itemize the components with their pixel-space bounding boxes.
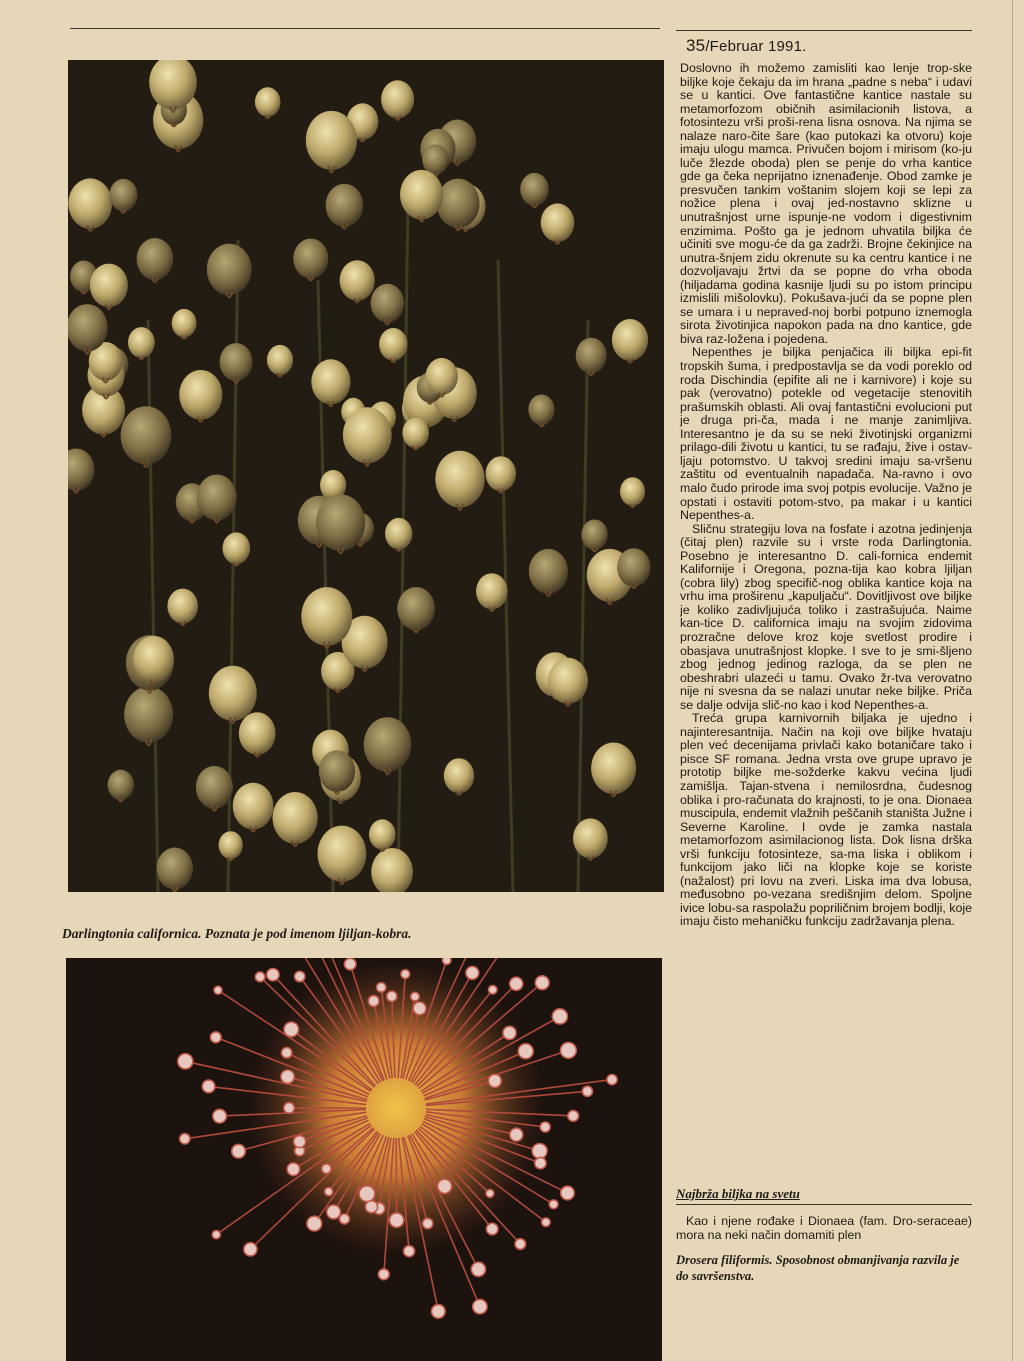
pitcher-hood — [223, 532, 251, 564]
pitcher-hood — [207, 244, 252, 296]
dew-drop — [607, 1075, 617, 1085]
dew-drop — [442, 958, 451, 964]
pitcher-hood — [219, 831, 243, 859]
dew-drop — [510, 1128, 523, 1141]
dew-drop — [325, 1188, 333, 1196]
pitcher-hood — [196, 766, 233, 809]
dew-drop — [232, 1144, 246, 1158]
dew-drop — [284, 1022, 299, 1037]
dew-drop — [212, 1231, 220, 1239]
pitcher-hood — [426, 358, 458, 395]
article-paragraph-1: Doslovno ih možemo zamisliti kao lenje trop-ske biljke koje čekaju da im hrana „padne s neba“ i udavi se u kantici. Ove fantastične kantice nastale su metamorfozom običnih asimilacionih listova, a fotosintezu vrši proši-rena lisna osnova. Na njima se nalaze naro-čite šare (kao putokazi ka otvoru) koje imaju ulogu mamca. Privučen bojom i mirisom (ko-ju luče žlezde oboda) plen se penje do vrha kantice gde ga čeka neprijatno iznenađenje. Obod zamke je presvučen tankim voštanim slojem koji se lepi za nožice plena i ovaj jed-nostavno sklizne u unutrašnjost urne ispunje-ne vodom i digestivnim enzimima. Pošto ga je jednom uhvatila biljka će učiniti sve mogu-će da ga zadrži. Brojne čekinjice na unutra-šnjem zidu okrenute su ka centru kantice i ne dozvoljavaju žrtvi da se popne do vrha oboda (hiljadama godina kasnije ljudi su po istom principu izmislili mišolovku). Pokušava-jući da se popne plen se umara i u nepraved-noj borbi potpuno iznemogla sirota životinjica napokon pada na dno kantice, gde biva raz-ložena i pojedena. — [680, 61, 972, 346]
dew-drop — [535, 1157, 546, 1168]
dew-drop — [486, 1223, 498, 1235]
dew-drop — [344, 958, 356, 970]
pitcher-hood — [157, 848, 193, 890]
pitcher-hood — [435, 451, 484, 508]
pitcher-hood — [255, 87, 281, 117]
page-number: 35 — [686, 36, 706, 55]
dew-drop — [255, 972, 265, 982]
article-paragraph-3: Sličnu strategiju lova na fosfate i azotna jedinjenja (čitaj plen) razvile su i vrste roda Darlingtonia. Posebno je interesantno D. cali-fornica endemit Kalifornije i Oregona, pozna-tija kao kobra ljiljan (cobra lily) zbog specifič-nog oblika kantice koja na vrhu ima proširenu „kapuljaču“. Dovitljivost ove biljke je koliko zadivljujuća toliko i zastrašujuća. Naime kan-tice D. californica imaju na svojim zidovima prozračne delove kroz koje svetlost prodire i obasjava unutrašnjost klopke. I sve to je smi-šljeno zbog jednog jedinog razloga, da se plen ne obeshrabri ulazeći u tamu. Ovako žr-tva verovatno nije ni svesna da se nalazi unutar neke biljke. Priča se dalje odvija slič-no kao i kod Nepenthes-a. — [680, 521, 972, 712]
pitcher-hood — [612, 319, 648, 361]
pitcher-hood — [381, 80, 414, 118]
dew-drop — [535, 976, 549, 990]
pitcher-hood — [529, 549, 568, 594]
drosera-illustration — [66, 958, 662, 1361]
dew-drop — [284, 1103, 295, 1114]
pitcher-hood — [340, 260, 375, 301]
dew-drop — [488, 1074, 501, 1087]
pitcher-hood — [301, 587, 352, 646]
article-paragraph-2: Nepenthes je biljka penjačica ili biljka epi-fit tropskih šuma, i predpostavlja se da vodi poreklo od roda Dischindia (epifite ali ne i karnivore) i koje su pak (verovatno) potekle od vegetacije stenovitih prašumskih oblasti. Ali ovaj fantastični evolucioni put je druga pri-ča, mada i ne manje zanimljiva. Interesantno je da su se neki životinjski organizmi prilago-dili životu u kantici, tu se rađaju, žive i ostav-ljaju potomstvo. U takvoj sredini imaju sa-vršenu zaštitu od eventualnih napadača. Na-ravno i ovo malo čudo prirode ima svoj potpis evolucije. Važno je opstati i ostaviti potom-stvo, pa makar i u kantici Nepenthes-a. — [680, 345, 972, 523]
issue-date: /Februar 1991. — [705, 38, 807, 55]
pitcher-hood — [267, 345, 293, 375]
pitcher-hood — [400, 170, 443, 220]
darlingtonia-illustration — [68, 60, 664, 892]
pitcher-hood — [90, 264, 128, 308]
darlingtonia-caption: Darlingtonia californica. Poznata je pod imenom ljiljan-kobra. — [62, 926, 412, 941]
dew-drop — [377, 983, 386, 992]
pitcher-hood — [108, 770, 134, 800]
dew-drop — [368, 996, 379, 1007]
pitcher-hood — [68, 178, 112, 228]
pitcher-hood — [402, 418, 429, 448]
dew-drop — [178, 1054, 193, 1069]
dew-drop — [549, 1200, 558, 1209]
pitcher-hood — [109, 179, 137, 211]
dew-drop — [267, 969, 279, 981]
dew-drop — [210, 1032, 221, 1043]
pitcher-hood — [520, 173, 549, 206]
pitcher-hood — [591, 743, 636, 795]
pitcher-hood — [385, 518, 412, 550]
dew-drop — [471, 1262, 485, 1276]
pitcher-hood — [134, 636, 174, 683]
subheading-rule — [676, 1204, 972, 1205]
pitcher-hood — [437, 179, 480, 228]
pitcher-hood — [273, 792, 318, 844]
pitcher-hood — [581, 520, 607, 550]
dew-drop — [214, 986, 222, 994]
pitcher-hood — [343, 407, 392, 463]
pitcher-hood — [311, 359, 350, 404]
drosera-caption: Drosera filiformis. Sposobnost obmanjivanja razvila je do savršenstva. — [676, 1253, 960, 1283]
pitcher-hood — [220, 343, 253, 381]
dew-drop — [202, 1080, 215, 1093]
pitcher-hood — [68, 304, 108, 351]
dew-drop — [378, 1269, 389, 1280]
pitcher-hood — [293, 239, 328, 279]
dew-drop — [359, 1186, 375, 1202]
dew-drop — [503, 1026, 516, 1039]
dew-drop — [340, 1214, 350, 1224]
dew-drop — [532, 1144, 547, 1159]
sub-paragraph: Kao i njene rođake i Dionaea (fam. Dro-seraceae) mora na neki način domamiti plen — [676, 1214, 972, 1242]
pitcher-hood — [617, 548, 650, 586]
pitcher-hood — [369, 819, 396, 849]
dew-drop — [432, 1305, 446, 1319]
header-rule — [676, 30, 972, 31]
dew-drop — [413, 1002, 426, 1015]
pitcher-hood — [528, 395, 554, 425]
dew-drop — [287, 1163, 300, 1176]
dew-drop — [282, 1048, 292, 1058]
dew-drop — [518, 1044, 533, 1059]
dew-drop — [510, 977, 523, 990]
dew-drop — [552, 1009, 567, 1024]
dew-drop — [540, 1122, 550, 1132]
page-header — [686, 36, 807, 56]
pitcher-hood — [128, 327, 155, 358]
dew-drop — [389, 1213, 403, 1227]
dew-drop — [473, 1299, 487, 1313]
dew-drop — [488, 985, 497, 994]
pitcher-hood — [318, 826, 367, 882]
pitcher-hood — [576, 338, 607, 374]
pitcher-hood — [476, 573, 508, 609]
dew-drop — [423, 1218, 433, 1228]
dew-drop — [582, 1086, 592, 1096]
pitcher-hood — [371, 284, 405, 323]
pitcher-hood — [239, 712, 276, 754]
dew-drop — [281, 1070, 294, 1083]
dew-drop — [244, 1243, 257, 1256]
dew-drop — [307, 1216, 322, 1231]
pitcher-hood — [319, 750, 355, 792]
pitcher-hood — [233, 783, 274, 830]
pitcher-hood — [620, 477, 645, 506]
dew-drop — [327, 1205, 341, 1219]
pitcher-hood — [541, 203, 575, 242]
drosera-photo — [66, 958, 662, 1361]
dew-drop — [515, 1239, 526, 1250]
pitcher-hood — [167, 589, 198, 624]
dew-drop — [404, 1246, 415, 1257]
darlingtonia-photo — [68, 60, 664, 892]
pitcher-hood — [197, 475, 237, 521]
pitcher-hood — [573, 818, 608, 858]
pitcher-hood — [316, 494, 365, 551]
pitcher-hood — [179, 370, 222, 420]
dew-drop — [387, 991, 397, 1001]
dew-drop — [411, 992, 420, 1001]
pitcher-hood — [172, 309, 197, 338]
pitcher-hood — [444, 758, 474, 793]
pitcher-hood — [137, 238, 174, 280]
pitcher-hood — [121, 406, 172, 464]
dew-drop — [180, 1134, 190, 1144]
dew-drop — [466, 966, 479, 979]
pitcher-hood — [486, 456, 516, 491]
pitcher-hood — [397, 587, 435, 630]
dew-drop — [295, 971, 305, 981]
dew-drop — [322, 1164, 331, 1173]
dew-drop — [294, 1136, 306, 1148]
pitcher-hood — [422, 144, 448, 174]
section-subheading: Najbrža biljka na svetu — [676, 1186, 800, 1201]
dew-drop — [365, 1201, 377, 1213]
pitcher-hood — [548, 658, 588, 704]
pitcher-hood — [124, 686, 173, 742]
pitcher-hood — [379, 328, 407, 361]
dew-drop — [438, 1179, 452, 1193]
dew-drop — [213, 1109, 227, 1123]
pitcher-hood — [209, 666, 257, 721]
pitcher-hood — [306, 111, 357, 170]
dew-drop — [401, 970, 410, 979]
dew-drop — [486, 1189, 494, 1197]
top-rule — [70, 28, 660, 29]
dew-drop — [542, 1218, 551, 1227]
dew-drop — [568, 1111, 579, 1122]
page-margin-rule — [1012, 0, 1013, 1361]
dew-drop — [561, 1043, 577, 1059]
article-column — [680, 62, 972, 929]
dew-drop — [561, 1186, 575, 1200]
sub-column — [676, 1214, 972, 1242]
article-paragraph-4: Treća grupa karnivornih biljaka je ujedno i najinteresantnija. Način na koji ove biljke hvataju plen već decenijama privlači kako botaničare tako i pisce SF romana. Jedna vrsta ove grupe upravo je prototip biljke me-sožderke kakvu većina ljudi zamišlja. Tajan-stvena i nemilosrdna, čudesnog oblika i pro-računata do krajnosti, to je ona. Dionaea muscipula, endemit vlažnih peščanih staništa Južne i Severne Karoline. I ovde je zamka nastala metamorfozom asimilacionog lista. Dok lisna drška vrši funkciju fotosinteze, sa-ma liska i oblikom i funkcijom jako liči na klopke koje se koriste (nažalost) pri lovu na zveri. Liska ima dva lobusa, međusobno po-vezana središnjim delom. Spoljne ivice lobu-sa raspolažu popriličnim brojem bodlji, koje imaju čisto mehaničku funkciju zadržavanja plena. — [680, 711, 973, 929]
pitcher-hood — [326, 184, 364, 227]
pitcher-hood — [364, 717, 412, 772]
